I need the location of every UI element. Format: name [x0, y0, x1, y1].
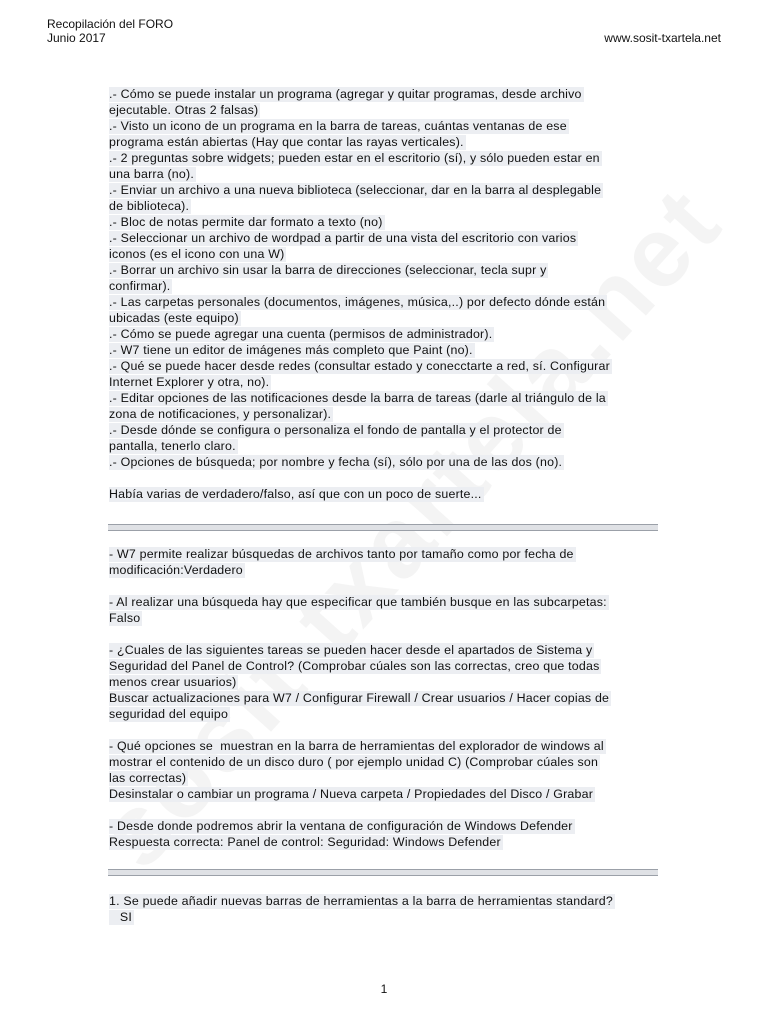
question-block [109, 546, 659, 578]
text-line: ubicadas (este equipo) [109, 311, 239, 325]
text-line: Desinstalar o cambiar un programa / Nueva carpeta / Propiedades del Disco / Grabar [109, 787, 594, 801]
text-line: - Desde donde podremos abrir la ventana de configuración de Windows Defender [109, 819, 573, 833]
text-line: - Al realizar una búsqueda hay que especificar que también busque en las subcarpetas: [109, 595, 607, 609]
question-block [109, 642, 659, 722]
section-1-closing: Había varias de verdadero/falso, así que con un poco de suerte... [109, 487, 482, 501]
text-line: Buscar actualizaciones para W7 / Configurar Firewall / Crear usuarios / Hacer copias de [109, 691, 610, 705]
text-line: una barra (no). [109, 167, 194, 181]
text-line: menos crear usuarios) [109, 675, 237, 689]
question-block [109, 818, 659, 850]
text-line: mostrar el contenido de un disco duro ( por ejemplo unidad C) (Comprobar cúales son [109, 755, 599, 769]
text-line: Falso [109, 611, 141, 625]
text-line: .- Bloc de notas permite dar formato a texto (no) [109, 215, 383, 229]
text-line: .- Opciones de búsqueda; por nombre y fecha (sí), sólo por una de las dos (no). [109, 455, 563, 469]
text-line: - Qué opciones se muestran en la barra de herramientas del explorador de windows al [109, 739, 604, 753]
question-block [109, 594, 659, 626]
text-line: seguridad del equipo [109, 707, 229, 721]
text-line: - ¿Cuales de las siguientes tareas se pueden hacer desde el apartados de Sistema y [109, 643, 593, 657]
text-line: .- Visto un icono de un programa en la barra de tareas, cuántas ventanas de ese [109, 119, 567, 133]
text-line: ejecutable. Otras 2 falsas) [109, 103, 259, 117]
text-line: pantalla, tenerlo claro. [109, 439, 236, 453]
text-line: modificación:Verdadero [109, 563, 243, 577]
header-website: www.sosit-txartela.net [604, 31, 721, 45]
text-line: confirmar). [109, 279, 171, 293]
text-line: .- 2 preguntas sobre widgets; pueden estar en el escritorio (sí), y sólo pueden estar en [109, 151, 600, 165]
text-line: 1. Se puede añadir nuevas barras de herramientas a la barra de herramientas standard? [109, 894, 613, 908]
page-number: 1 [380, 982, 388, 996]
text-line: .- Qué se puede hacer desde redes (consultar estado y conecctarte a red, sí. Configurar [109, 359, 610, 373]
text-line: .- W7 tiene un editor de imágenes más completo que Paint (no). [109, 343, 473, 357]
text-line: .- Borrar un archivo sin usar la barra de direcciones (seleccionar, tecla supr y [109, 263, 547, 277]
text-line: .- Editar opciones de las notificaciones desde la barra de tareas (darle al triángulo de la [109, 391, 606, 405]
text-line: Internet Explorer y otra, no). [109, 375, 270, 389]
question-block [109, 893, 659, 925]
text-line: .- Cómo se puede instalar un programa (agregar y quitar programas, desde archivo [109, 87, 582, 101]
section-2 [109, 546, 659, 850]
header-title [47, 17, 173, 45]
text-line: de biblioteca). [109, 199, 190, 213]
text-line: .- Seleccionar un archivo de wordpad a partir de una vista del escritorio con varios [109, 231, 577, 245]
text-line: las correctas) [109, 771, 187, 785]
text-line: - W7 permite realizar búsquedas de archivos tanto por tamaño como por fecha de [109, 547, 574, 561]
separator-1 [108, 524, 658, 531]
doc-date: Junio 2017 [47, 31, 106, 45]
text-line: Seguridad del Panel de Control? (Comprobar cúales son las correctas, creo que todas [109, 659, 600, 673]
section-1-lines [109, 86, 659, 470]
text-line: zona de notificaciones, y personalizar). [109, 407, 332, 421]
text-line: .- Las carpetas personales (documentos, imágenes, música,..) por defecto dónde están [109, 295, 606, 309]
text-line: programa están abiertas (Hay que contar las rayas verticales). [109, 135, 464, 149]
text-line: .- Cómo se puede agregar una cuenta (permisos de administrador). [109, 327, 493, 341]
text-line: SI [109, 910, 133, 924]
section-1 [109, 86, 659, 502]
text-line: Respuesta correcta: Panel de control: Seguridad: Windows Defender [109, 835, 501, 849]
doc-title: Recopilación del FORO [47, 17, 174, 31]
text-line: .- Enviar un archivo a una nueva biblioteca (seleccionar, dar en la barra al desplegable [109, 183, 602, 197]
text-line: iconos (es el icono con una W) [109, 247, 285, 261]
section-3 [109, 893, 659, 925]
text-line: .- Desde dónde se configura o personaliza el fondo de pantalla y el protector de [109, 423, 562, 437]
separator-2 [108, 869, 658, 876]
question-block [109, 738, 659, 802]
